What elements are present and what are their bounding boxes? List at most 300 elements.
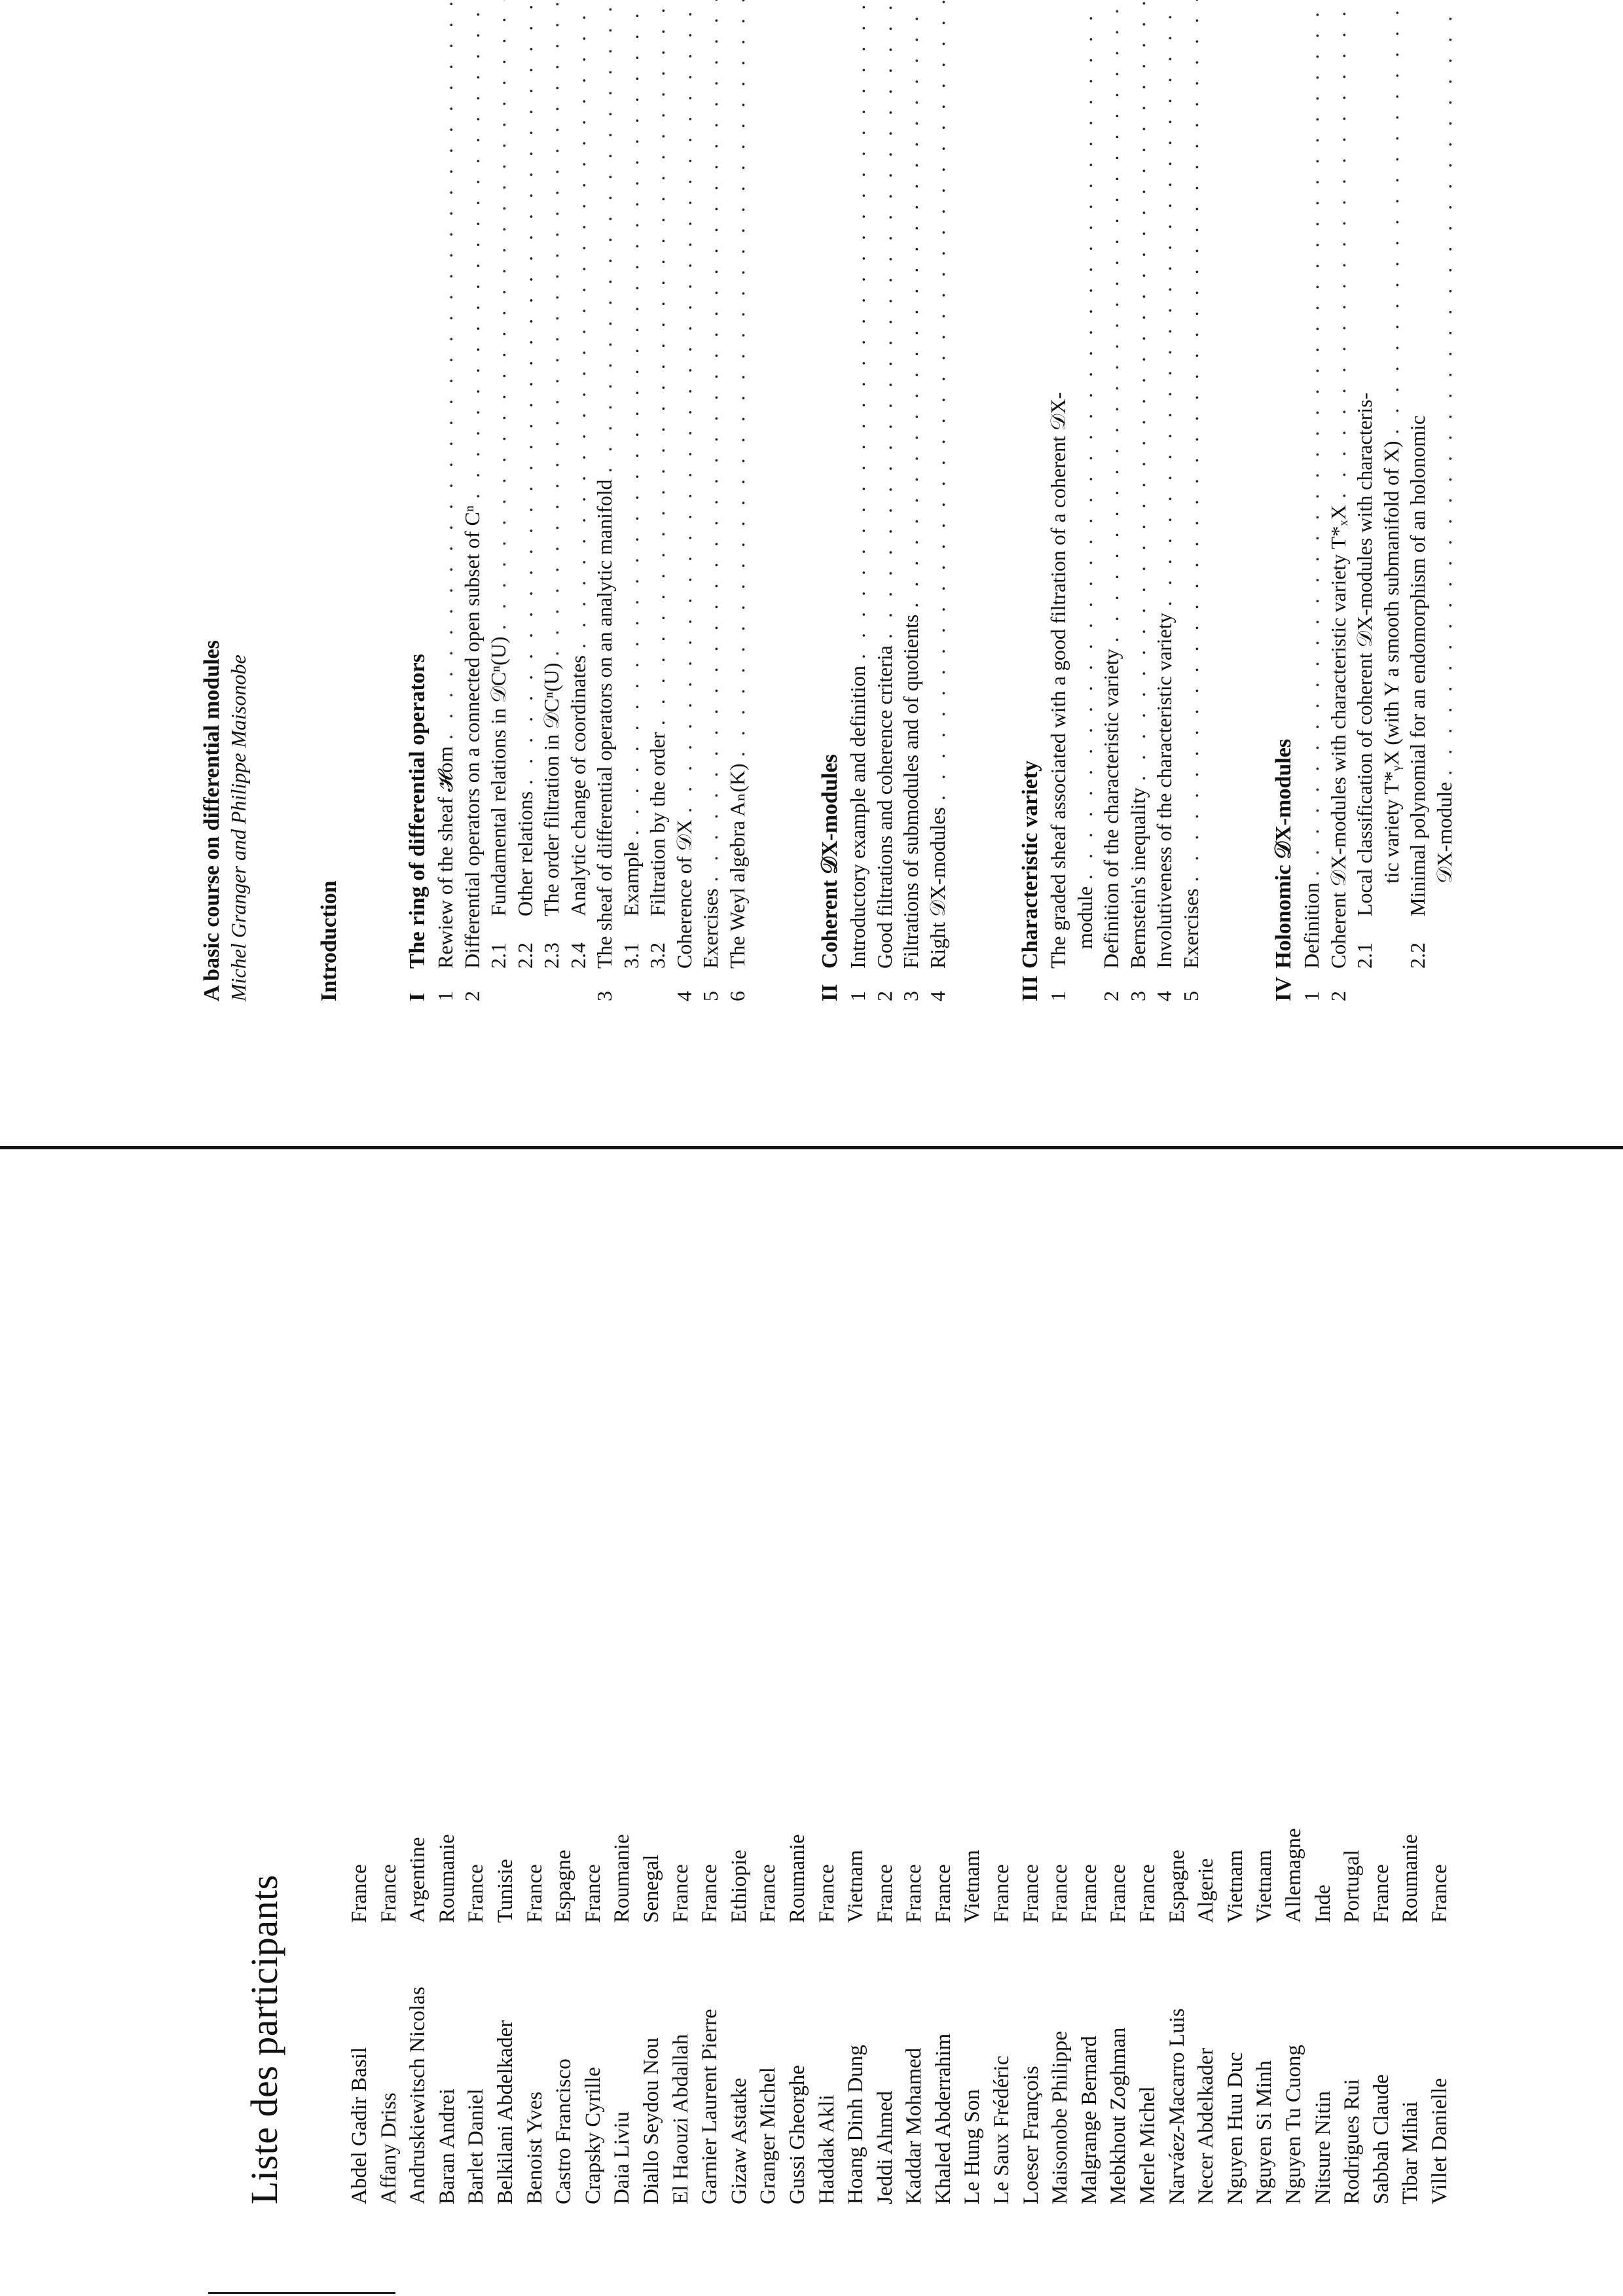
section-number: 6: [725, 991, 749, 1001]
participant-country: Vietnam: [1252, 1850, 1277, 1923]
participant-row: [1396, 1340, 1425, 2204]
participant-country: France: [931, 1864, 955, 1923]
toc-section: [1178, 0, 1205, 1001]
section-label: The graded sheaf associated with a good filtration of a coherent 𝒟X-: [1046, 391, 1070, 969]
section-number: 2: [460, 991, 484, 1001]
participant-name: Nguyen Huu Duc: [1223, 2052, 1247, 2204]
section-label-wrap: [1151, 613, 1178, 1001]
participant-country: Argentine: [406, 1837, 430, 1923]
section-number: 2.1: [1353, 942, 1376, 969]
participants-rows: [345, 1340, 1455, 2204]
participant-country: France: [902, 1864, 926, 1923]
participant-name: Villet Danielle: [1427, 2077, 1451, 2204]
participant-country: Roumanie: [435, 1834, 459, 1923]
toc-section: [924, 0, 951, 1001]
section-number: 1: [846, 991, 869, 1001]
participant-country: France: [1019, 1864, 1043, 1923]
participant-row: [462, 1340, 491, 2204]
participant-name: Haddak Akli: [814, 2094, 839, 2204]
toc-section: [1151, 0, 1178, 1001]
participant-name: Garnier Laurent Pierre: [698, 2009, 722, 2204]
participant-country: Tunisie: [493, 1859, 517, 1923]
participant-row: [900, 1340, 929, 2204]
dot-leader: [898, 0, 924, 608]
section-line: [1298, 0, 1325, 1001]
section-line: [485, 0, 512, 969]
section-label-continued: 𝒟X-module: [1432, 781, 1456, 884]
participant-row: [403, 1340, 433, 2204]
participant-name: Barlet Daniel: [464, 2089, 488, 2204]
participant-row: [812, 1340, 842, 2204]
participant-name: Nguyen Si Minh: [1252, 2060, 1277, 2204]
section-line: [591, 0, 618, 1001]
participants-list: [242, 1340, 1455, 2204]
participant-row: [374, 1340, 404, 2204]
book-title: A basic course on differential modules: [200, 640, 224, 1001]
dot-leader: [591, 0, 618, 473]
section-label: Bernstein's inequality: [1125, 787, 1150, 969]
section-number: 3: [899, 991, 922, 1001]
section-number: 2: [1099, 991, 1123, 1001]
section-label-wrap: [898, 615, 924, 1001]
chapter-heading: [816, 0, 845, 1001]
section-line: [1045, 0, 1072, 1001]
section-label: Coherence of 𝒟X: [672, 819, 696, 969]
section-line: [871, 0, 898, 1001]
section-label: Involutiveness of the characteristic variety: [1152, 613, 1176, 969]
participant-name: Necer Abdelkader: [1194, 2047, 1218, 2204]
participant-country: Roumanie: [1398, 1834, 1423, 1923]
participant-name: Nguyen Tu Cuong: [1282, 2045, 1305, 2204]
toc-section: [871, 0, 898, 1001]
scan-edge-mark: [208, 2292, 395, 2294]
chapter-title: Holonomic 𝒟X-modules: [1271, 738, 1296, 969]
section-label: Exercises: [699, 888, 722, 969]
participant-country: Roumanie: [610, 1834, 634, 1923]
dot-leader: [459, 0, 486, 499]
section-line: [671, 0, 698, 1001]
toc-chapter: [1016, 0, 1204, 1001]
participant-name: Le Saux Frédéric: [990, 2055, 1014, 2204]
participant-country: Inde: [1311, 1884, 1335, 1923]
dot-leader: [1178, 0, 1205, 882]
participant-country: France: [581, 1864, 605, 1923]
toc-section: [644, 0, 671, 1001]
section-label-wrap: [432, 746, 459, 1001]
book-authors: Michel Granger and Philippe Maisonobe: [227, 655, 250, 1001]
toc-section: [724, 0, 751, 1001]
section-line: [459, 0, 486, 1001]
dot-leader: [871, 0, 898, 639]
section-label-wrap: [565, 655, 592, 969]
chapter-heading: [1269, 0, 1298, 1001]
section-line-continued: [1431, 0, 1458, 969]
participant-row: [345, 1340, 374, 2204]
toc-section: [485, 0, 512, 1001]
section-label: Right 𝒟X-modules: [925, 807, 949, 969]
participant-name: Khaled Abderrahim: [931, 2033, 955, 2204]
participant-country: France: [1048, 1864, 1072, 1923]
dot-leader: [1151, 0, 1178, 606]
dot-leader: [1098, 0, 1125, 642]
participant-row: [725, 1340, 754, 2204]
section-label: Definition of the characteristic variety: [1099, 649, 1123, 969]
participant-row: [1104, 1340, 1133, 2204]
participant-country: France: [376, 1864, 401, 1923]
section-line: [1178, 0, 1205, 1001]
toc-section: [1098, 0, 1125, 1001]
dot-leader: [512, 0, 539, 785]
participant-row: [695, 1340, 725, 2204]
participant-row: [433, 1340, 462, 2204]
section-label-wrap: [512, 791, 539, 969]
participant-country: France: [698, 1864, 722, 1923]
dot-leader: [485, 0, 512, 630]
dot-leader: [618, 0, 645, 835]
chapter-title-wrap: [1016, 761, 1045, 1001]
dot-leader: [644, 0, 671, 725]
dot-leader: [565, 0, 592, 649]
participant-name: Mebkhout Zoghman: [1106, 2027, 1131, 2204]
participant-name: Andruskiewitsch Nicolas: [406, 1986, 430, 2204]
participant-name: Hoang Dinh Dung: [844, 2045, 868, 2204]
section-number: 4: [672, 991, 696, 1001]
participant-name: Gizaw Astatke: [727, 2077, 751, 2204]
toc-section: [1298, 0, 1325, 1001]
participant-row: [1309, 1340, 1338, 2204]
participant-name: Kaddar Mohamed: [902, 2047, 926, 2204]
toc-section: [1351, 0, 1404, 1001]
participant-name: Diallo Seydou Nou: [639, 2037, 663, 2204]
chapter-title-wrap: [816, 754, 845, 1001]
section-number: 5: [1178, 991, 1203, 1001]
section-line: [1351, 0, 1378, 969]
participant-name: Baran Andrei: [435, 2089, 459, 2204]
section-label-wrap: [1178, 888, 1205, 1001]
section-number: 4: [1152, 991, 1176, 1001]
participant-country: Ethiopie: [727, 1850, 751, 1923]
participant-name: Narváez-Macarro Luis: [1165, 2008, 1189, 2204]
section-line: [538, 0, 565, 969]
participant-row: [958, 1340, 987, 2204]
participant-name: Jeddi Ahmed: [873, 2090, 897, 2204]
participant-name: Granger Michel: [756, 2067, 780, 2204]
participant-row: [1250, 1340, 1279, 2204]
toc-section: [697, 0, 724, 1001]
participant-row: [1221, 1340, 1250, 2204]
chapter-title: Coherent 𝒟X-modules: [818, 754, 842, 969]
participant-row: [1425, 1340, 1455, 2204]
participant-row: [754, 1340, 783, 2204]
participant-name: Tibar Mihai: [1398, 2101, 1423, 2204]
intro-label: Introduction: [317, 880, 341, 1001]
toc-section: [459, 0, 486, 1001]
section-label-wrap: [1098, 649, 1125, 1001]
chapter-title-wrap: [403, 654, 432, 1001]
participant-country: France: [464, 1864, 488, 1923]
participant-row: [579, 1340, 608, 2204]
participant-country: France: [814, 1864, 839, 1923]
participant-name: Nitsure Nitin: [1311, 2090, 1335, 2204]
chapter-numeral: II: [818, 984, 842, 1001]
section-label: The sheaf of differential operators on an analytic manifold: [593, 479, 616, 969]
section-number: 5: [699, 991, 722, 1001]
section-line: [845, 0, 871, 1001]
section-line: [1098, 0, 1125, 1001]
participant-row: [549, 1340, 579, 2204]
toc-chapters: [403, 0, 1457, 1001]
section-number: 4: [925, 991, 949, 1001]
participant-row: [1017, 1340, 1046, 2204]
participant-country: France: [1077, 1864, 1101, 1923]
section-label: Rewiew of the sheaf 𝓗om: [433, 746, 457, 969]
section-label-wrap: [644, 732, 671, 969]
participant-name: Merle Michel: [1136, 2086, 1160, 2204]
section-label-wrap: [924, 807, 951, 1001]
participants-title: Liste des participants: [243, 1874, 285, 2204]
participant-name: Le Hung Son: [960, 2089, 985, 2204]
section-line: [1151, 0, 1178, 1001]
section-label-wrap: [485, 636, 512, 969]
section-line: [697, 0, 724, 1001]
section-label: The Weyl algebra Aₙ(K): [725, 763, 749, 969]
participant-name: Sabbah Claude: [1369, 2074, 1393, 2204]
dot-leader: [697, 0, 724, 882]
section-label-wrap: [1045, 392, 1072, 1001]
chapter-numeral: IV: [1271, 977, 1296, 1001]
participant-country: Vietnam: [960, 1850, 985, 1923]
participant-country: France: [1369, 1864, 1393, 1923]
participant-country: Algerie: [1194, 1858, 1218, 1923]
section-label-wrap: [845, 666, 871, 1001]
page-divider: [0, 1146, 1623, 1149]
participant-row: [871, 1340, 900, 2204]
participant-row: [520, 1340, 550, 2204]
section-line: [565, 0, 592, 969]
section-number: 2.3: [539, 942, 563, 969]
section-label-wrap: [538, 662, 565, 969]
section-line: [1404, 0, 1431, 969]
section-label: Coherent 𝒟X-modules with characteristic variety T*ₓX: [1326, 505, 1350, 969]
participant-name: Rodrigues Rui: [1340, 2079, 1364, 2204]
section-number: 2: [872, 991, 896, 1001]
section-line: [724, 0, 751, 1001]
toc-section: [1404, 0, 1457, 1001]
toc-section: [1125, 0, 1152, 1001]
section-line-continued: [1378, 0, 1405, 969]
participant-row: [1133, 1340, 1163, 2204]
participant-country: Espagne: [1165, 1850, 1189, 1923]
participant-row: [1367, 1340, 1396, 2204]
chapter-title: Characteristic variety: [1018, 760, 1042, 969]
participant-country: France: [1136, 1864, 1160, 1923]
participant-row: [1338, 1340, 1367, 2204]
chapter-heading: [403, 0, 432, 1001]
participant-country: France: [1427, 1864, 1451, 1923]
participant-name: Maisonobe Philippe: [1048, 2031, 1072, 2204]
participant-row: [841, 1340, 871, 2204]
section-label-wrap: [1298, 882, 1325, 1001]
chapter-title-wrap: [1269, 739, 1298, 1001]
chapter-title: The ring of differential operators: [405, 654, 429, 969]
section-number: 1: [433, 991, 457, 1001]
section-line: [1125, 0, 1152, 1001]
participant-row: [1163, 1340, 1192, 2204]
toc-section: [591, 0, 618, 1001]
section-number: 2.4: [566, 942, 590, 969]
section-label-wrap: [459, 505, 486, 1001]
section-label-continued: module: [1072, 886, 1097, 949]
section-number: 3.1: [619, 942, 643, 969]
toc-introduction: [317, 0, 342, 1001]
section-label: The order filtration in 𝒟Cⁿ(U): [539, 662, 563, 916]
dot-leader: [671, 0, 698, 813]
section-label: Analytic change of coordinates: [566, 655, 590, 916]
dot-leader: [1378, 0, 1405, 434]
participant-country: Vietnam: [1223, 1850, 1247, 1923]
participant-country: France: [668, 1864, 693, 1923]
participant-name: Loeser François: [1019, 2066, 1043, 2204]
section-label: Good filtrations and coherence criteria: [872, 645, 896, 969]
participant-row: [666, 1340, 696, 2204]
dot-leader: [1431, 0, 1458, 776]
section-label: Introductory example and definition: [846, 666, 869, 969]
toc-chapter: [1269, 0, 1457, 1001]
toc-section: [1045, 0, 1098, 1001]
section-label: Differential operators on a connected open subset of Cⁿ: [460, 505, 484, 969]
section-label-wrap: [1404, 416, 1431, 969]
toc-section: [898, 0, 924, 1001]
participant-country: France: [348, 1864, 371, 1923]
participant-country: Senegal: [639, 1854, 663, 1923]
participant-name: Daia Liviu: [610, 2111, 634, 2204]
participant-country: Allemagne: [1282, 1828, 1305, 1923]
section-line: [898, 0, 924, 1001]
section-line: [1325, 0, 1352, 1001]
participant-row: [637, 1340, 666, 2204]
participant-country: France: [873, 1864, 897, 1923]
participant-name: Malgrange Bernard: [1077, 2036, 1101, 2204]
participant-name: Abdel Gadir Basil: [348, 2047, 371, 2204]
toc-chapter: [403, 0, 750, 1001]
section-label-wrap: [1351, 393, 1378, 969]
section-line: [512, 0, 539, 969]
section-number: 3: [593, 991, 616, 1001]
section-label-wrap: [671, 819, 698, 1001]
section-label-wrap: [697, 888, 724, 1001]
section-number: 3.2: [646, 942, 669, 969]
participant-row: [491, 1340, 520, 2204]
section-label: Other relations: [513, 791, 537, 916]
dot-leader: [1325, 0, 1352, 498]
participant-country: France: [1106, 1864, 1131, 1923]
participant-row: [1192, 1340, 1221, 2204]
section-number: 1: [1300, 991, 1323, 1001]
dot-leader: [538, 0, 565, 656]
dot-leader: [724, 0, 751, 757]
participant-country: Roumanie: [785, 1834, 809, 1923]
section-label-wrap: [1125, 787, 1152, 1001]
dot-leader: [924, 0, 951, 800]
section-number: 2.2: [513, 942, 537, 969]
section-number: 2.2: [1406, 942, 1429, 969]
participant-name: Benoist Yves: [522, 2091, 547, 2204]
section-label-wrap: [591, 479, 618, 1001]
section-label-continued: tic variety T*ᵧX (with Y a smooth submanifold of X): [1379, 440, 1403, 884]
toc-section: [671, 0, 698, 1001]
dot-leader: [1298, 0, 1325, 876]
section-number: 2.1: [486, 942, 510, 969]
toc-chapter: [816, 0, 951, 1001]
section-line: [644, 0, 671, 969]
chapter-heading: [1016, 0, 1045, 1001]
participant-country: Espagne: [552, 1850, 576, 1923]
participant-row: [929, 1340, 958, 2204]
participant-country: Portugal: [1340, 1850, 1364, 1923]
toc-section: [432, 0, 459, 1001]
participant-name: Belkilani Abdelkader: [493, 2020, 517, 2204]
dot-leader: [845, 0, 871, 659]
section-line: [924, 0, 951, 1001]
participant-row: [1046, 1340, 1075, 2204]
chapter-numeral: III: [1018, 975, 1042, 1001]
toc-section: [618, 0, 645, 1001]
toc-section: [1325, 0, 1352, 1001]
section-line: [432, 0, 459, 1001]
section-label-wrap: [724, 763, 751, 1001]
participant-name: Affany Driss: [376, 2092, 401, 2204]
section-label: Fundamental relations in 𝒟Cⁿ(U): [486, 636, 510, 916]
section-label: Exercises: [1178, 888, 1203, 969]
participant-country: Vietnam: [844, 1850, 868, 1923]
participant-name: El Haouzi Abdallah: [668, 2034, 693, 2204]
participant-row: [783, 1340, 812, 2204]
toc-section: [538, 0, 565, 1001]
section-label: Example: [619, 842, 643, 916]
participant-country: France: [756, 1864, 780, 1923]
toc-header: [199, 0, 251, 1001]
section-label-wrap: [618, 842, 645, 969]
dot-leader: [1072, 0, 1099, 880]
section-number: 1: [1046, 991, 1070, 1001]
participant-country: France: [522, 1864, 547, 1923]
section-line: [618, 0, 645, 969]
toc-section: [512, 0, 539, 1001]
participant-row: [987, 1340, 1017, 2204]
section-label: Local classification of coherent 𝒟X-modules with characteris-: [1353, 392, 1376, 916]
participant-name: Castro Francisco: [552, 2058, 576, 2204]
section-line-continued: [1072, 0, 1099, 1001]
section-label: Minimal polynomial for an endomorphism of an holonomic: [1406, 415, 1429, 916]
participant-name: Crapsky Cyrille: [581, 2067, 605, 2204]
section-label: Filtration by the order: [646, 732, 669, 916]
participant-country: France: [990, 1864, 1014, 1923]
dot-leader: [1125, 0, 1152, 781]
toc-section: [845, 0, 871, 1001]
toc-section: [565, 0, 592, 1001]
participant-row: [608, 1340, 637, 2204]
section-label-wrap: [871, 645, 898, 1001]
section-number: 3: [1125, 991, 1150, 1001]
section-number: 2: [1326, 991, 1350, 1001]
dot-leader: [432, 0, 459, 740]
section-label-wrap: [1325, 505, 1352, 1001]
section-label: Definition: [1300, 882, 1323, 969]
participant-row: [1279, 1340, 1309, 2204]
participant-row: [1075, 1340, 1104, 2204]
table-of-contents: [199, 0, 1523, 1001]
participant-name: Gussi Gheorghe: [785, 2065, 809, 2204]
